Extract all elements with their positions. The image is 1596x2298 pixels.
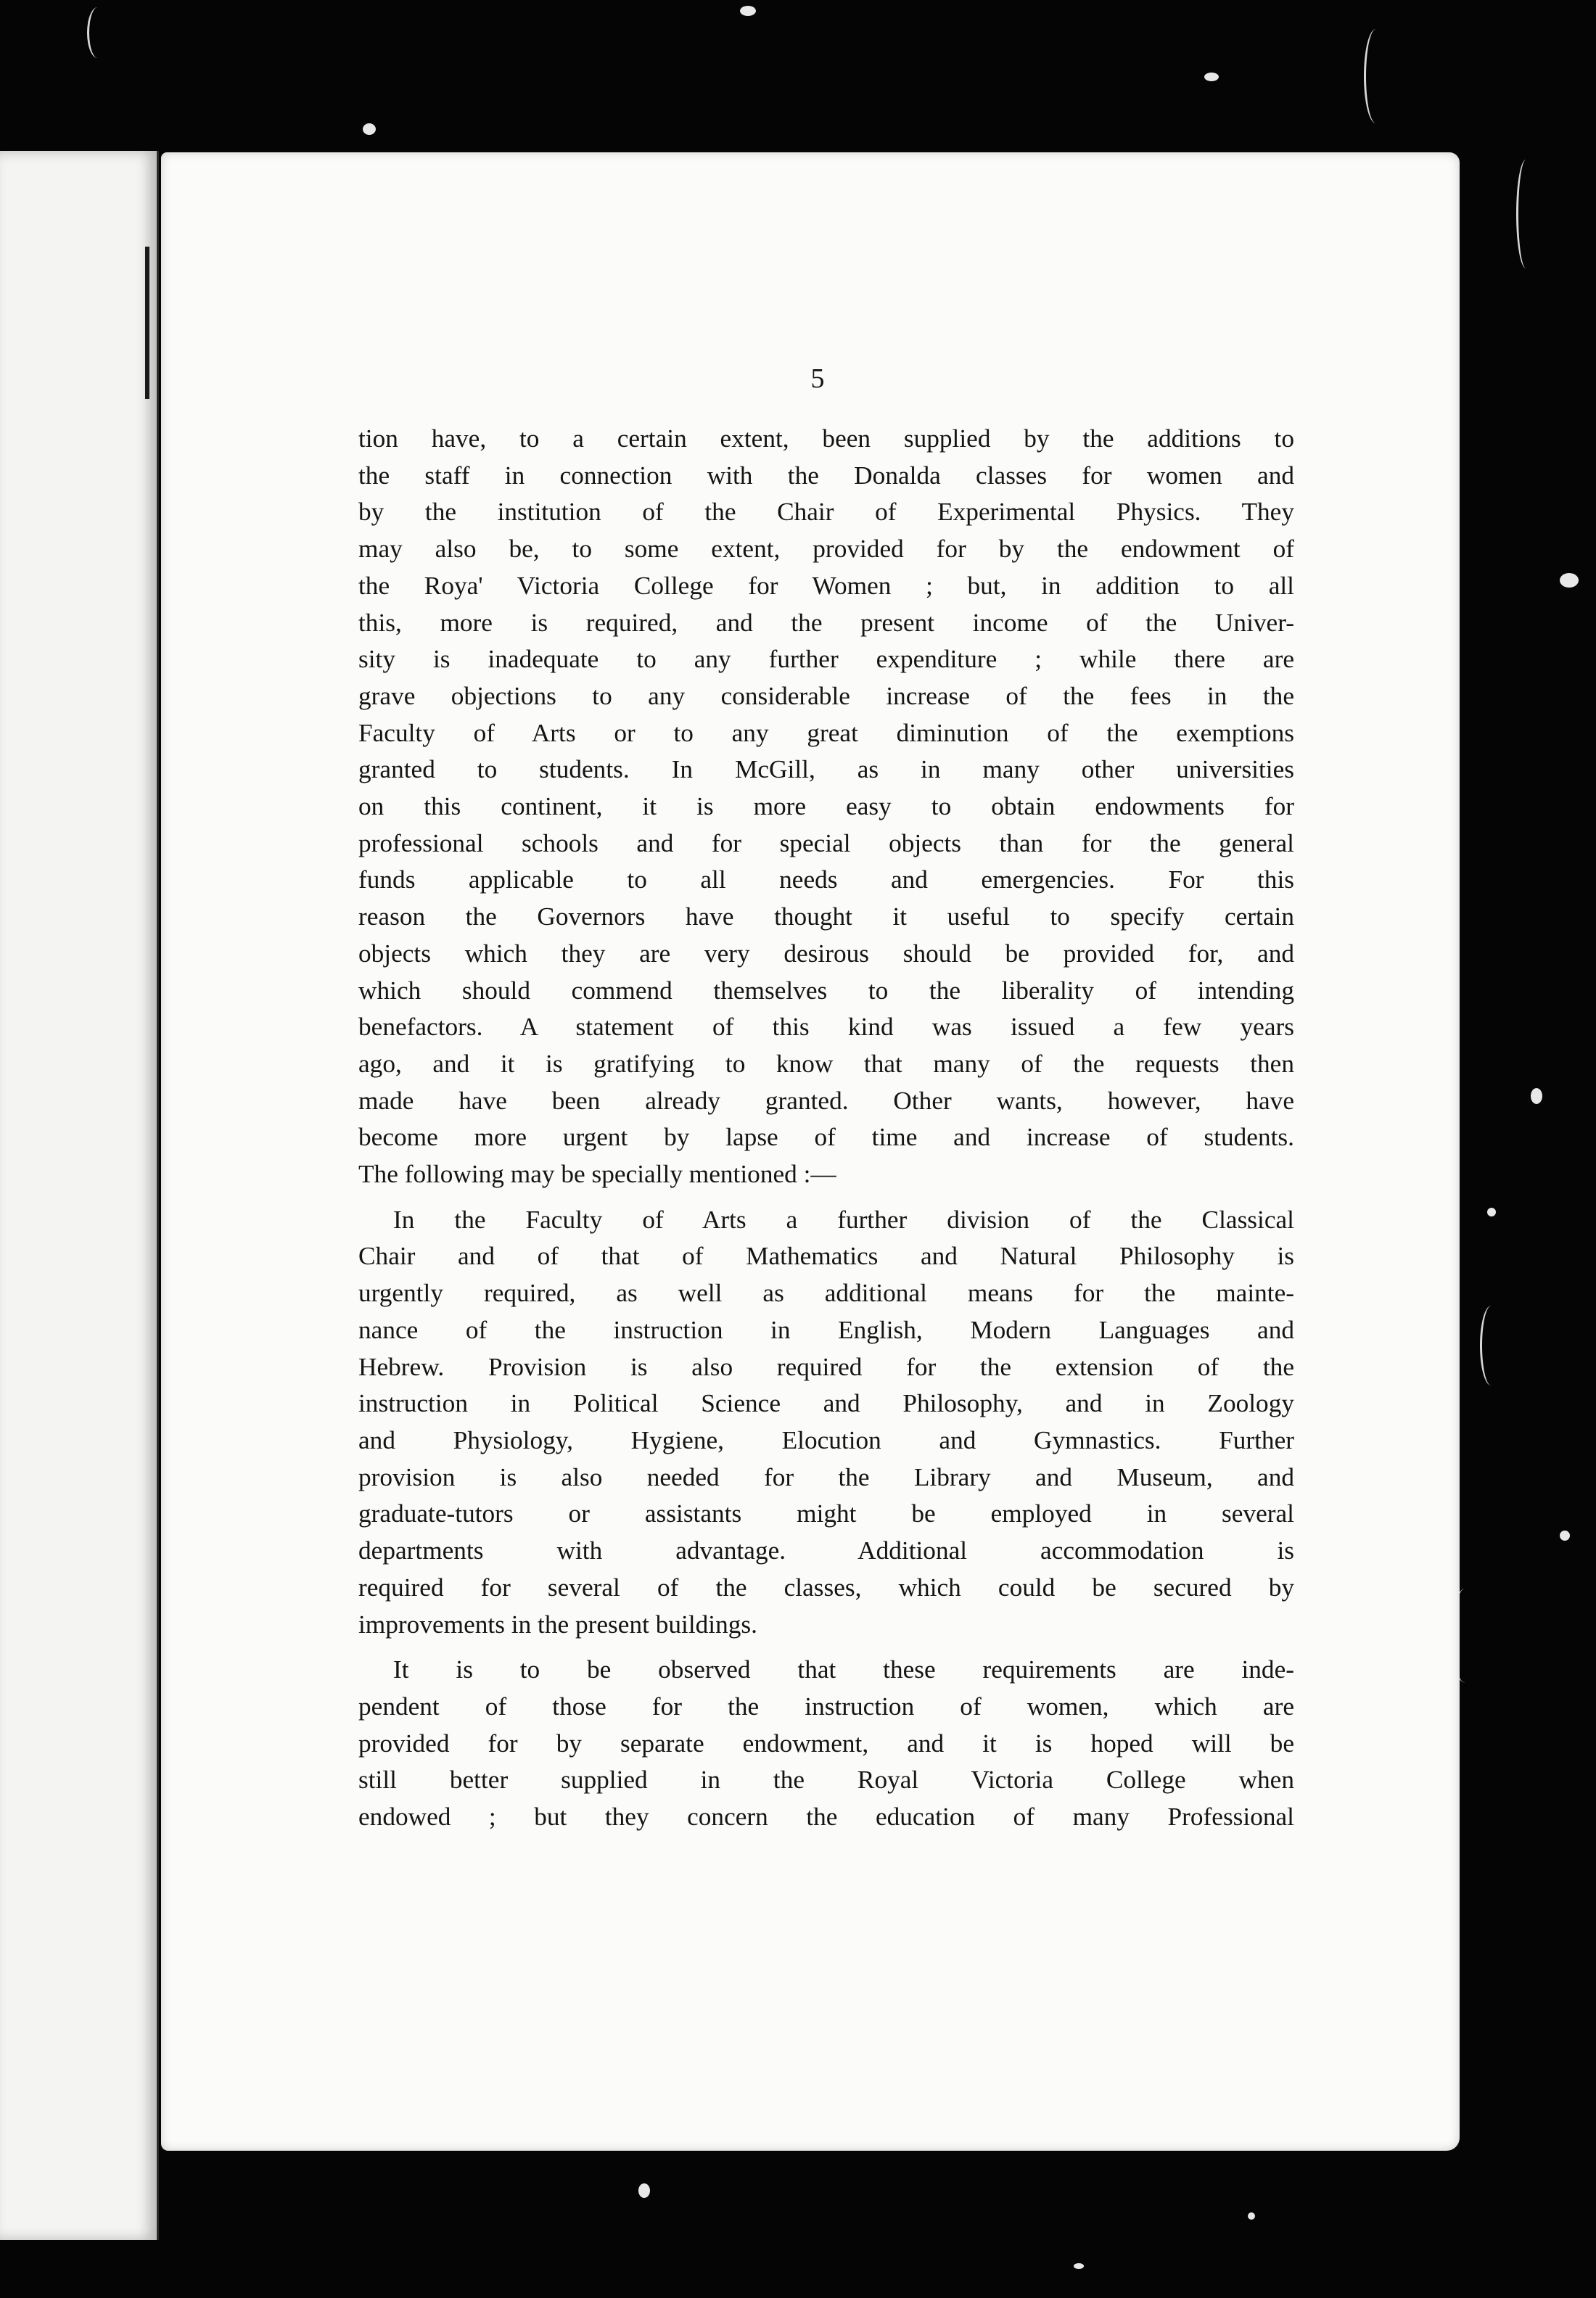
paragraph-spacer	[358, 1643, 1294, 1652]
paragraph-spacer	[358, 1193, 1294, 1202]
binding-mark	[145, 247, 149, 399]
text-line: made have been already granted. Other wants, however, have	[358, 1086, 1294, 1115]
text-line: In the Faculty of Arts a further division of the Classical	[393, 1205, 1294, 1234]
text-line: Chair and of that of Mathematics and Natural Philosophy is	[358, 1242, 1294, 1271]
text-line: The following may be specially mentioned :—	[358, 1160, 836, 1189]
paragraph-1	[358, 421, 1294, 1193]
text-line: become more urgent by lapse of time and increase of students.	[358, 1123, 1294, 1152]
text-line: sity is inadequate to any further expenditure ; while there are	[358, 645, 1294, 674]
dust-speck	[1531, 1088, 1542, 1104]
text-line: graduate-tutors or assistants might be employed in several	[358, 1499, 1294, 1528]
text-line: It is to be observed that these requirements are inde-	[393, 1655, 1294, 1684]
text-line: provision is also needed for the Library and Museum, and	[358, 1462, 1294, 1491]
text-line: nance of the instruction in English, Modern Languages and	[358, 1315, 1294, 1344]
text-line: endowed ; but they concern the education of many Professional	[358, 1803, 1294, 1832]
film-scratch	[87, 7, 108, 58]
page-number: 5	[810, 363, 825, 394]
text-line: and Physiology, Hygiene, Elocution and Gymnastics. Further	[358, 1425, 1294, 1454]
text-line: pendent of those for the instruction of women, which are	[358, 1692, 1294, 1721]
dust-speck	[1560, 573, 1579, 588]
dust-speck	[1248, 2212, 1255, 2220]
text-line: the Roya' Victoria College for Women ; but, in addition to all	[358, 571, 1294, 600]
text-line: on this continent, it is more easy to obtain endowments for	[358, 792, 1294, 821]
text-line: professional schools and for special objects than for the general	[358, 828, 1294, 857]
dust-speck	[1204, 73, 1219, 81]
paragraph-3	[358, 1652, 1294, 1836]
facing-page-edge	[0, 151, 159, 2240]
dust-speck	[1560, 1531, 1570, 1541]
text-line: instruction in Political Science and Philosophy, and in Zoology	[358, 1389, 1294, 1418]
dust-speck	[740, 6, 756, 16]
text-line: granted to students. In McGill, as in many other universities	[358, 755, 1294, 784]
text-line: objects which they are very desirous should be provided for, and	[358, 939, 1294, 968]
film-scratch	[1364, 29, 1388, 123]
text-line: urgently required, as well as additional means for the mainte-	[358, 1279, 1294, 1308]
text-line: grave objections to any considerable increase of the fees in the	[358, 681, 1294, 710]
text-line: by the institution of the Chair of Experimental Physics. They	[358, 498, 1294, 527]
text-line: which should commend themselves to the liberality of intending	[358, 976, 1294, 1005]
text-line: departments with advantage. Additional accommodation is	[358, 1536, 1294, 1565]
dust-speck	[638, 2183, 650, 2198]
text-line: Hebrew. Provision is also required for the extension of the	[358, 1352, 1294, 1381]
dust-speck	[1074, 2263, 1084, 2269]
text-line: tion have, to a certain extent, been supplied by the additions to	[358, 424, 1294, 453]
text-line: the staff in connection with the Donalda classes for women and	[358, 461, 1294, 490]
film-scratch	[1480, 1306, 1502, 1385]
text-line: improvements in the present buildings.	[358, 1610, 757, 1639]
film-scratch	[1516, 160, 1536, 268]
text-line: ago, and it is gratifying to know that many of the requests then	[358, 1049, 1294, 1078]
text-line: provided for by separate endowment, and it is hoped will be	[358, 1729, 1294, 1758]
text-line: may also be, to some extent, provided for by the endowment of	[358, 535, 1294, 564]
text-line: funds applicable to all needs and emergencies. For this	[358, 865, 1294, 894]
text-line: still better supplied in the Royal Victoria College when	[358, 1766, 1294, 1795]
text-line: required for several of the classes, which could be secured by	[358, 1573, 1294, 1602]
text-line: benefactors. A statement of this kind was issued a few years	[358, 1013, 1294, 1042]
dust-speck	[363, 123, 376, 135]
text-line: Faculty of Arts or to any great diminution of the exemptions	[358, 718, 1294, 747]
body-text	[358, 421, 1294, 1836]
dust-speck	[1487, 1208, 1496, 1216]
text-line: this, more is required, and the present income of the Univer-	[358, 608, 1294, 637]
text-line: reason the Governors have thought it useful to specify certain	[358, 902, 1294, 931]
document-page	[161, 152, 1460, 2151]
paragraph-2	[358, 1202, 1294, 1643]
